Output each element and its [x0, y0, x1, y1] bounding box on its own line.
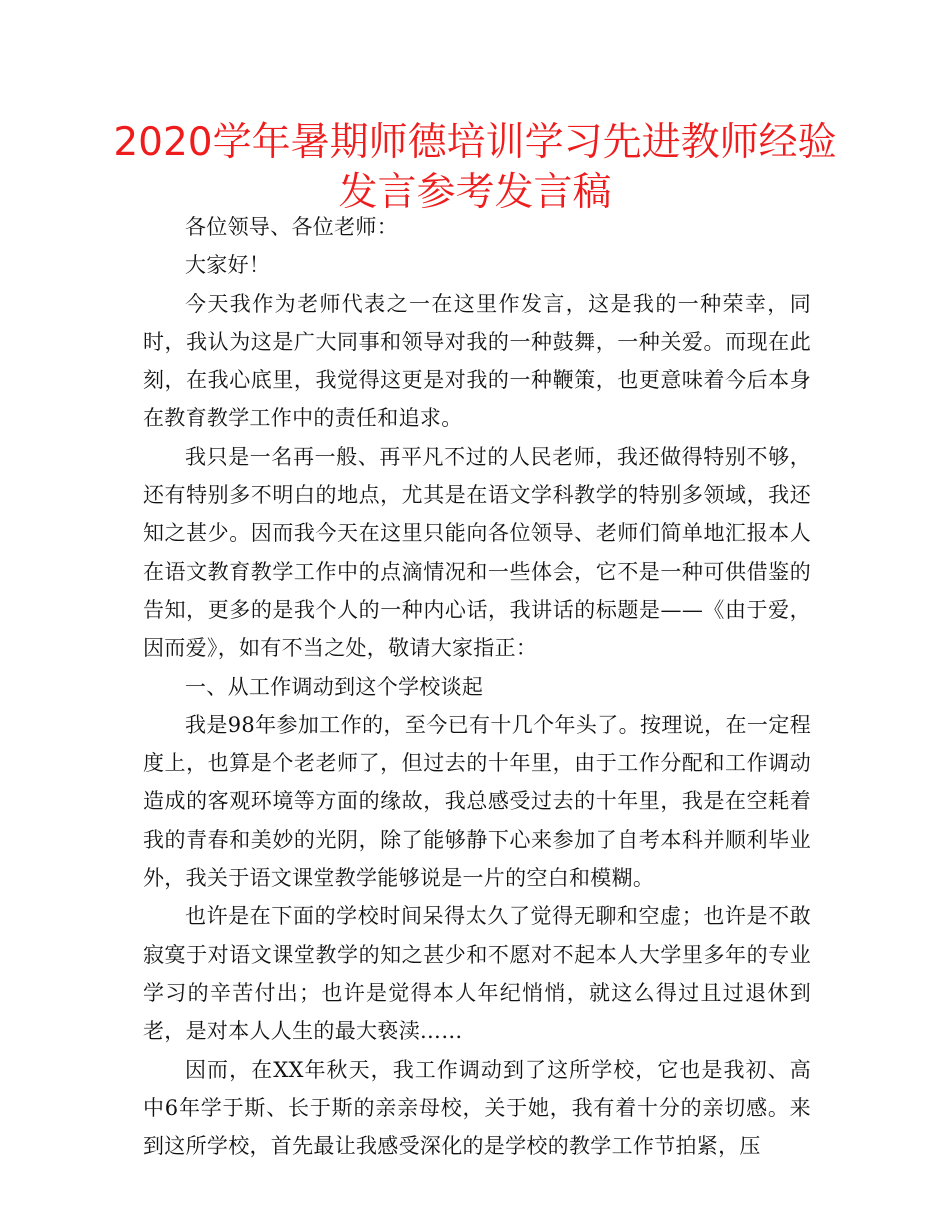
paragraph: 我只是一名再一般、再平凡不过的人民老师，我还做得特别不够，还有特别多不明白的地点，尤其是在语文学科教学的特别多领域，我还知之甚少。因而我今天在这里只能向各位领导、老师们简单地汇报本人在语文教育教学工作中的点滴情况和一些体会，它不是一种可供借鉴的告知，更多的是我个人的一种内心话，我讲话的标题是——《由于爱，因而爱》，如有不当之处，敬请大家指正：: [143, 444, 811, 661]
document-title: [100, 118, 850, 218]
section-heading: 一、从工作调动到这个学校谈起: [185, 674, 484, 699]
paragraph: 我是98年参加工作的，至今已有十几个年头了。按理说，在一定程度上，也算是个老老师了，但过去的十年里，由于工作分配和工作调动造成的客观环境等方面的缘故，我总感受过去的十年里，我是在空耗着我的青春和美妙的光阴，除了能够静下心来参加了自考本科并顺利毕业外，我关于语文课堂教学能够说是一片的空白和模糊。: [143, 712, 811, 891]
paragraph: 因而，在XX年秋天，我工作调动到了这所学校，它也是我初、高中6年学于斯、长于斯的亲亲母校，关于她，我有着十分的亲切感。来到这所学校，首先最让我感受深化的是学校的教学工作节拍紧，压: [143, 1057, 811, 1159]
paragraph: 今天我作为老师代表之一在这里作发言，这是我的一种荣幸，同时，我认为这是广大同事和领导对我的一种鼓舞，一种关爱。而现在此刻，在我心底里，我觉得这更是对我的一种鞭策，也更意味着今后本身在教育教学工作中的责任和追求。: [143, 291, 811, 431]
salutation: 各位领导、各位老师：: [185, 215, 398, 239]
document-body: [143, 208, 811, 1165]
title-line-1: 2020学年暑期师德培训学习先进教师经验: [113, 120, 837, 165]
title-line-2: 发言参考发言稿: [338, 170, 612, 215]
greeting: 大家好！: [185, 253, 271, 278]
paragraph: 也许是在下面的学校时间呆得太久了觉得无聊和空虚；也许是不敢寂寞于对语文课堂教学的知之甚少和不愿对不起本人大学里多年的专业学习的辛苦付出；也许是觉得本人年纪悄悄，就这么得过且过退休到老，是对本人人生的最大亵渎……: [143, 904, 811, 1044]
